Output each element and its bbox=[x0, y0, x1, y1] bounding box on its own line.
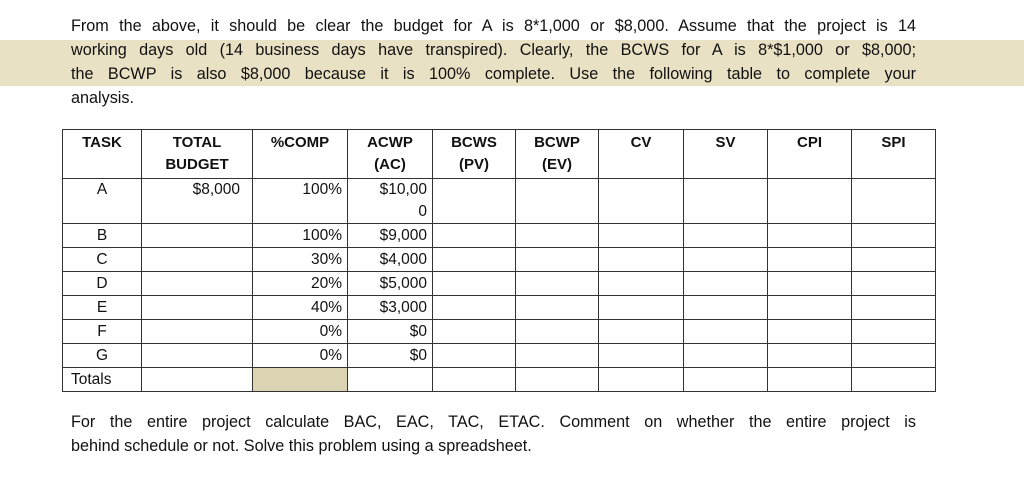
bcwp-cell bbox=[516, 344, 599, 368]
acwp-cell: $0 bbox=[348, 344, 433, 368]
budget-cell: $8,000 bbox=[142, 179, 253, 224]
cpi-cell bbox=[768, 344, 852, 368]
bcws-cell bbox=[433, 224, 516, 248]
intro-line-3: the BCWP is also $8,000 because it is 100% complete. Use the following table to complete your bbox=[71, 65, 916, 83]
task-cell: A bbox=[63, 179, 142, 224]
budget-cell bbox=[142, 272, 253, 296]
totals-row bbox=[63, 368, 936, 392]
header-task: TASK bbox=[63, 130, 142, 179]
totals-bcws-cell bbox=[433, 368, 516, 392]
sv-cell bbox=[684, 224, 768, 248]
totals-cv-cell bbox=[599, 368, 684, 392]
cpi-cell bbox=[768, 272, 852, 296]
bcwp-cell bbox=[516, 272, 599, 296]
bcws-cell bbox=[433, 296, 516, 320]
totals-spi-cell bbox=[852, 368, 936, 392]
spi-cell bbox=[852, 224, 936, 248]
sv-cell bbox=[684, 296, 768, 320]
budget-cell bbox=[142, 320, 253, 344]
acwp-cell: $3,000 bbox=[348, 296, 433, 320]
budget-cell bbox=[142, 296, 253, 320]
task-cell: F bbox=[63, 320, 142, 344]
totals-bcwp-cell bbox=[516, 368, 599, 392]
header-cv: CV bbox=[599, 130, 684, 179]
totals-budget-cell bbox=[142, 368, 253, 392]
task-cell: D bbox=[63, 272, 142, 296]
spi-cell bbox=[852, 320, 936, 344]
header-bcwp: BCWP (EV) bbox=[516, 130, 599, 179]
sv-cell bbox=[684, 344, 768, 368]
spi-cell bbox=[852, 248, 936, 272]
table-row bbox=[63, 320, 936, 344]
cpi-cell bbox=[768, 248, 852, 272]
cv-cell bbox=[599, 320, 684, 344]
comp-cell: 20% bbox=[253, 272, 348, 296]
table-row bbox=[63, 224, 936, 248]
bcws-cell bbox=[433, 272, 516, 296]
sv-cell bbox=[684, 179, 768, 224]
cpi-cell bbox=[768, 179, 852, 224]
cv-cell bbox=[599, 272, 684, 296]
cv-cell bbox=[599, 179, 684, 224]
totals-comp-cell-shaded bbox=[253, 368, 348, 392]
intro-line-2: working days old (14 business days have transpired). Clearly, the BCWS for A is 8*$1,000 or $8,000; bbox=[71, 41, 916, 59]
totals-label: Totals bbox=[63, 368, 142, 392]
bcws-cell bbox=[433, 248, 516, 272]
spi-cell bbox=[852, 179, 936, 224]
sv-cell bbox=[684, 272, 768, 296]
header-comp: %COMP bbox=[253, 130, 348, 179]
totals-sv-cell bbox=[684, 368, 768, 392]
header-total-budget: TOTAL BUDGET bbox=[142, 130, 253, 179]
header-acwp: ACWP (AC) bbox=[348, 130, 433, 179]
cpi-cell bbox=[768, 296, 852, 320]
table-row bbox=[63, 272, 936, 296]
comp-cell: 30% bbox=[253, 248, 348, 272]
acwp-cell: $5,000 bbox=[348, 272, 433, 296]
comp-cell: 0% bbox=[253, 344, 348, 368]
sv-cell bbox=[684, 320, 768, 344]
acwp-cell: $0 bbox=[348, 320, 433, 344]
bcws-cell bbox=[433, 179, 516, 224]
intro-paragraph bbox=[71, 14, 931, 110]
spi-cell bbox=[852, 344, 936, 368]
bcwp-cell bbox=[516, 296, 599, 320]
acwp-cell: $4,000 bbox=[348, 248, 433, 272]
intro-line-1: From the above, it should be clear the budget for A is 8*1,000 or $8,000. Assume that the project is 14 bbox=[71, 17, 916, 35]
task-cell: B bbox=[63, 224, 142, 248]
bcws-cell bbox=[433, 344, 516, 368]
table-header-row bbox=[63, 130, 936, 179]
table-row bbox=[63, 296, 936, 320]
earned-value-table bbox=[62, 129, 936, 392]
header-cpi: CPI bbox=[768, 130, 852, 179]
bcwp-cell bbox=[516, 320, 599, 344]
table-row bbox=[63, 248, 936, 272]
budget-cell bbox=[142, 224, 253, 248]
outro-line-1: For the entire project calculate BAC, EAC, TAC, ETAC. Comment on whether the entire project is bbox=[71, 413, 916, 431]
acwp-cell: $9,000 bbox=[348, 224, 433, 248]
outro-paragraph bbox=[71, 410, 931, 458]
totals-cpi-cell bbox=[768, 368, 852, 392]
outro-line-2: behind schedule or not. Solve this problem using a spreadsheet. bbox=[71, 437, 532, 455]
header-bcws: BCWS (PV) bbox=[433, 130, 516, 179]
comp-cell: 40% bbox=[253, 296, 348, 320]
table-row bbox=[63, 344, 936, 368]
cv-cell bbox=[599, 344, 684, 368]
cv-cell bbox=[599, 248, 684, 272]
spi-cell bbox=[852, 272, 936, 296]
task-cell: C bbox=[63, 248, 142, 272]
budget-cell bbox=[142, 248, 253, 272]
acwp-cell: $10,00 0 bbox=[348, 179, 433, 224]
totals-acwp-cell bbox=[348, 368, 433, 392]
table-row bbox=[63, 179, 936, 224]
cv-cell bbox=[599, 224, 684, 248]
sv-cell bbox=[684, 248, 768, 272]
header-sv: SV bbox=[684, 130, 768, 179]
spi-cell bbox=[852, 296, 936, 320]
intro-line-4: analysis. bbox=[71, 89, 134, 107]
comp-cell: 100% bbox=[253, 224, 348, 248]
bcws-cell bbox=[433, 320, 516, 344]
bcwp-cell bbox=[516, 224, 599, 248]
comp-cell: 0% bbox=[253, 320, 348, 344]
header-spi: SPI bbox=[852, 130, 936, 179]
cpi-cell bbox=[768, 224, 852, 248]
cv-cell bbox=[599, 296, 684, 320]
cpi-cell bbox=[768, 320, 852, 344]
comp-cell: 100% bbox=[253, 179, 348, 224]
task-cell: G bbox=[63, 344, 142, 368]
task-cell: E bbox=[63, 296, 142, 320]
bcwp-cell bbox=[516, 179, 599, 224]
budget-cell bbox=[142, 344, 253, 368]
bcwp-cell bbox=[516, 248, 599, 272]
